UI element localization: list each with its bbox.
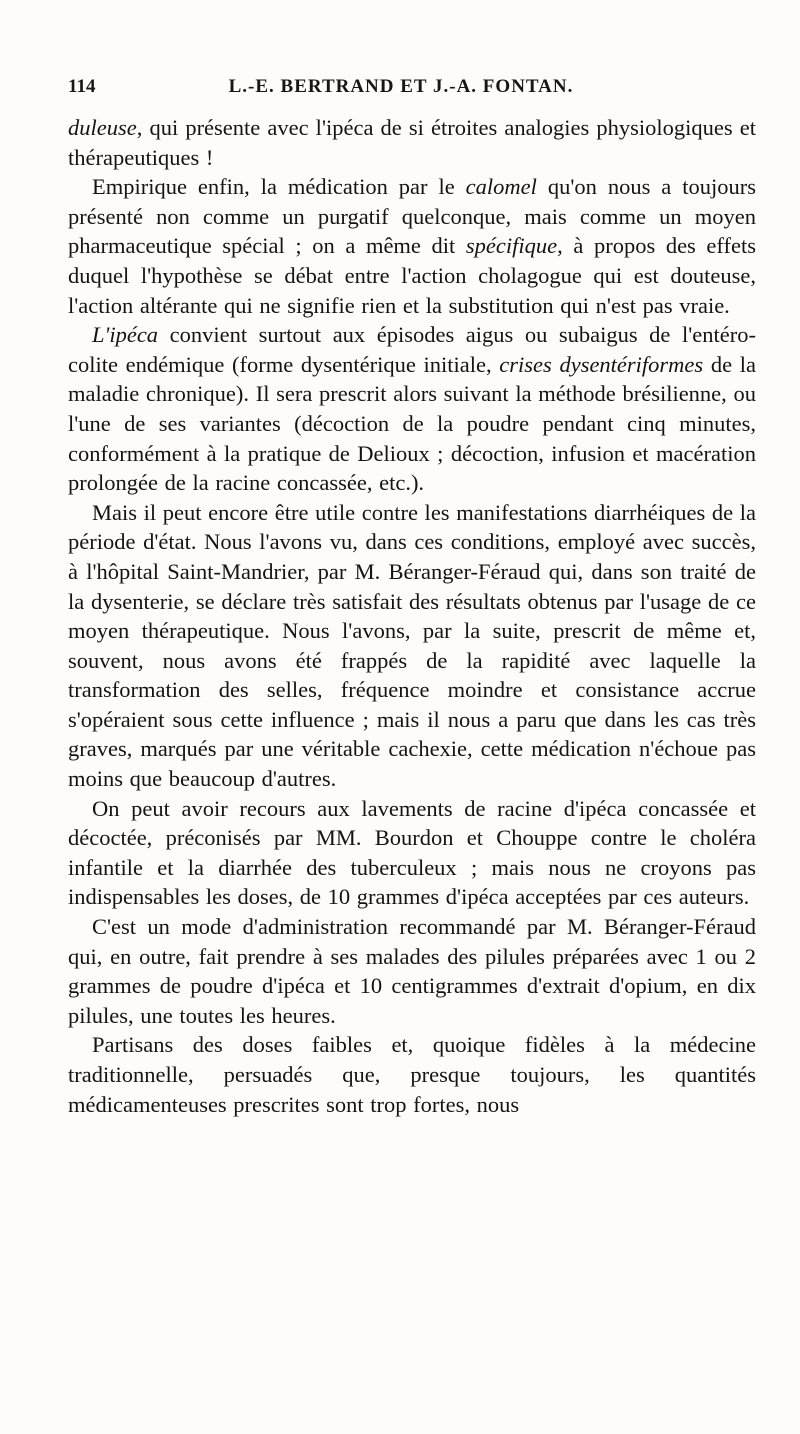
italic-text: crises dysentériformes bbox=[499, 351, 704, 377]
paragraph bbox=[68, 794, 756, 912]
text-segment: Mais il peut encore être utile contre les manifestations diarrhéiques de la période d'état. Nous l'avons vu, dans ces conditions, employé avec succès, à l'hôpital Saint-Mandrier, par M. Béranger-Féraud qui, dans son traité de la dysenterie, se déclare très satisfait des résultats obtenus par l'usage de ce moyen thérapeutique. Nous l'avons, par la suite, prescrit de même et, souvent, nous avons été frappés de la rapidité avec laquelle la transformation des selles, fréquence moindre et consistance accrue s'opéraient sous cette influence ; mais il nous a paru que dans les cas très graves, marqués par une véritable cachexie, cette médication n'échoue pas moins que beaucoup d'autres. bbox=[68, 499, 756, 792]
paragraph bbox=[68, 1030, 756, 1119]
body-text bbox=[68, 113, 756, 1119]
text-segment: Partisans des doses faibles et, quoique fidèles à la médecine traditionnelle, persuadés que, presque toujours, les quantités médicamenteuses prescrites sont trop fortes, nous bbox=[68, 1032, 756, 1117]
page-number: 114 bbox=[68, 76, 96, 97]
text-segment: , qui présente avec l'ipéca de si étroites analogies physiologiques et thérapeutiques ! bbox=[68, 115, 756, 170]
text-segment: C'est un mode d'administration recommandé par M. Béranger-Féraud qui, en outre, fait prendre à ses malades des pilules préparées avec 1 ou 2 grammes de poudre d'ipéca et 10 centigrammes d'extrait d'opium, en dix pilules, une toutes les heures. bbox=[68, 914, 756, 1028]
text-segment: de la maladie chronique). Il sera prescrit alors suivant la méthode brésilienne, ou l'une de ses variantes (décoction de la poudre pendant cinq minutes, conformément à la pratique de Delioux ; décoction, infusion et macération prolongée de la racine concassée, etc.). bbox=[68, 351, 756, 496]
italic-text: L'ipéca bbox=[92, 322, 159, 348]
text-segment: , à propos des effets duquel l'hypothèse se débat entre l'action cholagogue qui est douteuse, l'action altérante qui ne signifie rien et la substitution qui n'est pas vraie. bbox=[68, 233, 756, 318]
page-header bbox=[68, 76, 734, 104]
italic-text: calomel bbox=[465, 174, 537, 200]
paragraph bbox=[68, 320, 756, 498]
paragraph bbox=[68, 172, 756, 320]
text-segment: qu'on nous a toujours présenté non comme un purgatif quelconque, mais comme un moyen pharmaceutique spécial ; on a même dit bbox=[68, 174, 756, 259]
italic-text: duleuse bbox=[68, 115, 137, 140]
paragraph bbox=[68, 113, 756, 172]
text-segment: On peut avoir recours aux lavements de racine d'ipéca concassée et décoctée, préconisés par MM. Bourdon et Chouppe contre le choléra infantile et la diarrhée des tuberculeux ; mais nous ne croyons pas indispensables les doses, de 10 grammes d'ipéca acceptées par ces auteurs. bbox=[68, 795, 756, 910]
paragraph bbox=[68, 498, 756, 794]
text-segment: Empirique enfin, la médication par le bbox=[92, 174, 466, 200]
paragraph bbox=[68, 912, 756, 1030]
text-segment: convient surtout aux épisodes aigus ou subaigus de l'entéro-colite endémique (forme dysentérique initiale, bbox=[68, 322, 756, 377]
running-head: L.-E. BERTRAND ET J.-A. FONTAN. bbox=[228, 76, 574, 97]
italic-text: spécifique bbox=[465, 233, 558, 259]
